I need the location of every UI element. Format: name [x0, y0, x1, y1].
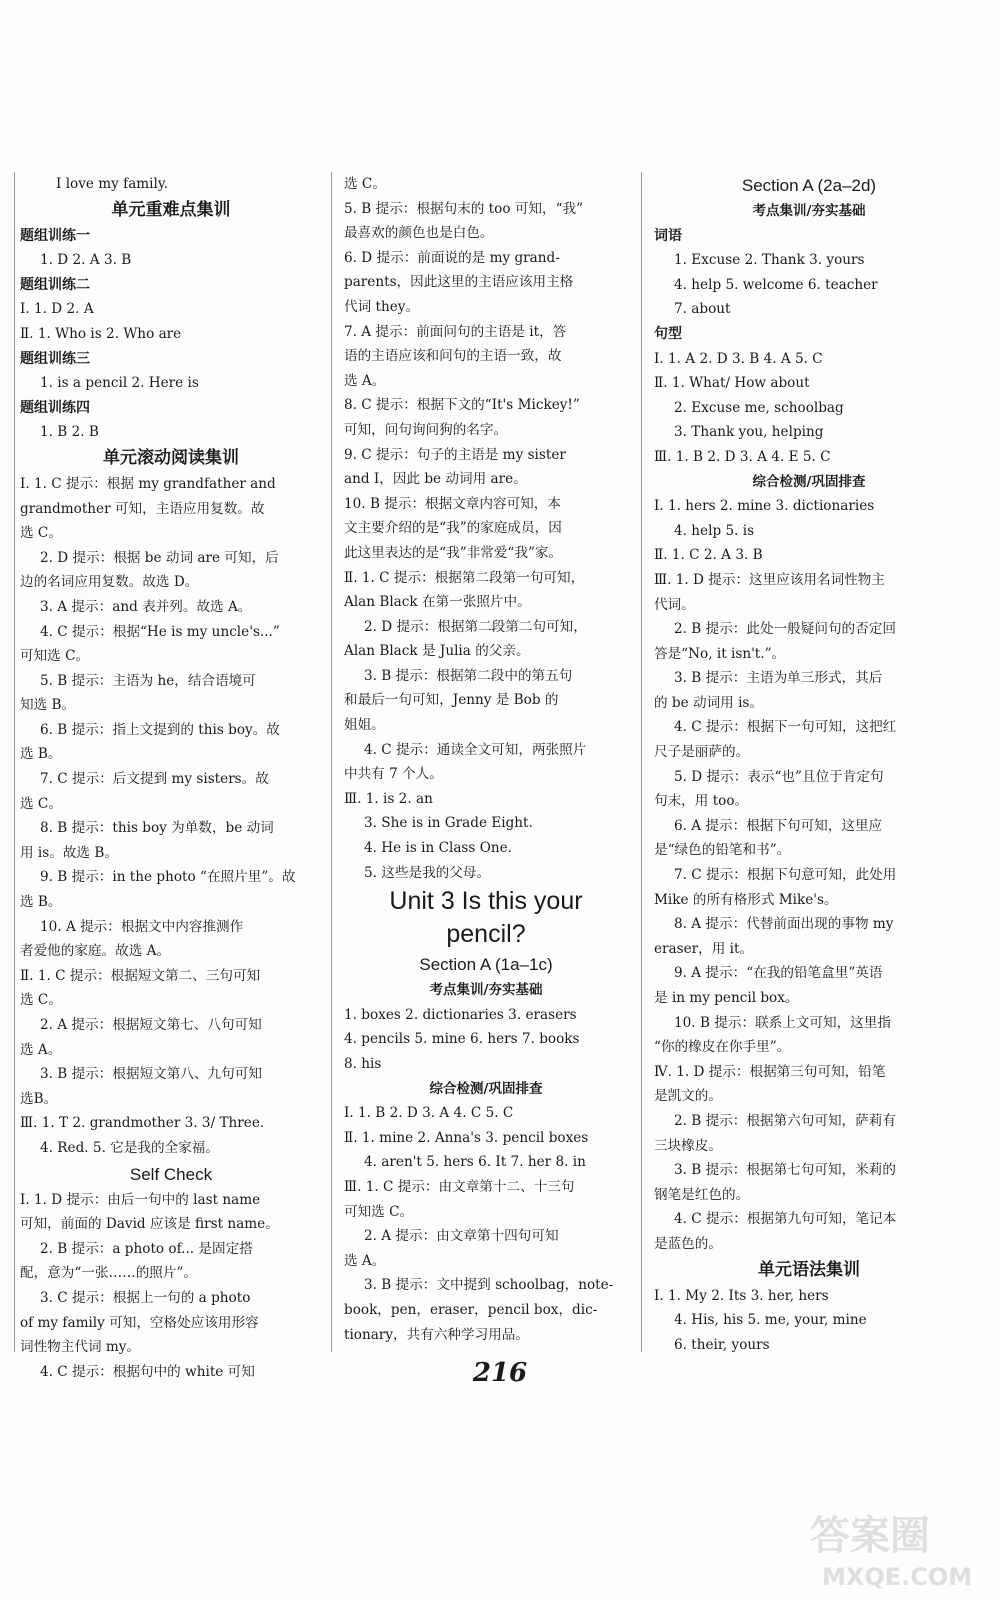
- answer-line: Ⅰ. 1. My 2. Its 3. her, hers: [654, 1287, 829, 1304]
- answer-line: Ⅱ. 1. C 2. A 3. B: [654, 547, 763, 564]
- answer-line: Ⅰ. 1. C 提示：根据 my grandfather and: [20, 475, 276, 492]
- answer-line: 可知，前面的 David 应该是 first name。: [20, 1216, 279, 1233]
- subsection-heading: 句型: [654, 325, 682, 342]
- answer-line: 10. B 提示：联系上文可知，这里指: [674, 1014, 891, 1031]
- answer-line: 9. A 提示：“在我的铅笔盒里”英语: [674, 965, 883, 982]
- answer-line: 9. C 提示：句子的主语是 my sister: [344, 446, 566, 463]
- watermark-text: 答案圈: [810, 1513, 930, 1559]
- answer-line: 尺子是丽萨的。: [654, 744, 750, 761]
- answer-line: Ⅲ. 1. B 2. D 3. A 4. E 5. C: [654, 448, 831, 465]
- section-title: Section A (2a–2d): [741, 176, 877, 195]
- answer-line: 3. She is in Grade Eight.: [364, 815, 533, 832]
- answer-line: 选 A。: [344, 372, 386, 389]
- answer-line: “你的橡皮在你手里”。: [654, 1039, 791, 1056]
- answer-line: 2. A 提示：根据短文第七、八句可知: [40, 1017, 262, 1033]
- section-subtitle: 综合检测/巩固排查: [752, 473, 866, 490]
- answer-line: Ⅱ. 1. C 提示：根据第二段第一句可知，: [344, 569, 585, 586]
- answer-line: book，pen，eraser，pencil box，dic-: [344, 1301, 598, 1318]
- page-number: 216: [472, 1358, 528, 1388]
- section-heading: 单元语法集训: [758, 1259, 860, 1280]
- answer-line: tionary，共有六种学习用品。: [344, 1326, 529, 1343]
- answer-line: of my family 可知，空格处应该用形容: [20, 1314, 259, 1331]
- answer-line: Ⅱ. 1. C 提示：根据短文第二、三句可知: [20, 967, 261, 984]
- answer-line: 选 C。: [20, 992, 62, 1009]
- answer-line: 4. He is in Class One.: [364, 840, 512, 857]
- answer-line: 8. his: [344, 1056, 382, 1072]
- answer-line: 8. B 提示：this boy 为单数，be 动词: [40, 820, 274, 837]
- unit-title: pencil?: [446, 920, 526, 949]
- answer-line: 3. A 提示：and 表并列。故选 A。: [40, 598, 252, 615]
- answer-line: 选 A。: [344, 1252, 386, 1269]
- answer-line: 是凯文的。: [654, 1088, 722, 1105]
- answer-line: 1. is a pencil 2. Here is: [40, 375, 199, 392]
- answer-line: 5. D 提示：表示“也”且位于肯定句: [674, 768, 884, 785]
- section-heading: 单元重难点集训: [111, 199, 231, 220]
- answer-line: 可知选 C。: [344, 1203, 414, 1220]
- answer-line: Ⅱ. 1. Who is 2. Who are: [20, 325, 182, 342]
- answer-line: 5. 这些是我的父母。: [364, 864, 491, 881]
- answer-line: 选 A。: [20, 1041, 62, 1058]
- answer-line: 是“绿色的铅笔和书”。: [654, 842, 791, 859]
- answer-line: 2. B 提示：根据第六句可知，萨莉有: [674, 1112, 896, 1129]
- answer-line: Ⅲ. 1. T 2. grandmother 3. 3/ Three.: [20, 1115, 265, 1132]
- answer-line: 姐姐。: [344, 717, 385, 734]
- answer-line: 是蓝色的。: [654, 1235, 722, 1252]
- answer-line: 是 in my pencil box。: [654, 990, 799, 1006]
- subsection-heading: 词语: [654, 227, 682, 244]
- answer-line: 7. C 提示：后文提到 my sisters。故: [40, 771, 269, 788]
- answer-line: eraser，用 it。: [654, 940, 754, 957]
- answer-line: 可知选 C。: [20, 648, 90, 665]
- answer-line: 可知，问句询问狗的名字。: [344, 421, 508, 438]
- answer-line: 4. C 提示：通读全文可知，两张照片: [364, 741, 587, 758]
- answer-line: 9. B 提示：in the photo “在照片里”。故: [40, 869, 296, 886]
- answer-line: 4. help 5. welcome 6. teacher: [674, 276, 878, 293]
- answer-line: 5. B 提示：根据句末的 too 可知，“我”: [344, 200, 584, 217]
- answer-line: 6. their, yours: [674, 1336, 770, 1353]
- answer-line: 选 C。: [344, 176, 386, 192]
- answer-line: 3. Thank you, helping: [674, 424, 824, 441]
- answer-line: 7. C 提示：根据下句意可知，此处用: [674, 867, 897, 884]
- section-subtitle: 综合检测/巩固排查: [429, 1080, 543, 1097]
- answer-line: 钢笔是红色的。: [654, 1186, 750, 1203]
- answer-line: 6. D 提示：前面说的是 my grand-: [344, 249, 560, 266]
- answer-line: 3. C 提示：根据上一句的 a photo: [40, 1289, 251, 1306]
- answer-line: 答是“No, it isn't.”。: [654, 645, 786, 662]
- answer-line: 词性物主代词 my。: [20, 1339, 141, 1356]
- answer-line: 者爱他的家庭。故选 A。: [20, 943, 171, 960]
- answer-line: 7. A 提示：前面问句的主语是 it，答: [344, 323, 567, 340]
- answer-line: 1. boxes 2. dictionaries 3. erasers: [344, 1006, 577, 1023]
- answer-line: 三块橡皮。: [654, 1137, 722, 1154]
- answer-line: 3. B 提示：文中提到 schoolbag，note-: [364, 1277, 614, 1294]
- section-title: Section A (1a–1c): [419, 955, 553, 975]
- answer-line: 代词 they。: [344, 298, 420, 315]
- answer-line: 用 is。故选 B。: [20, 844, 118, 861]
- answer-line: 2. D 提示：根据 be 动词 are 可知，后: [40, 549, 279, 566]
- unit-title: Unit 3 Is this your: [389, 887, 583, 916]
- answer-line: 2. B 提示：a photo of... 是固定搭: [40, 1240, 253, 1257]
- answer-line: 7. about: [674, 301, 731, 318]
- answer-line: 选B。: [20, 1090, 58, 1107]
- answer-line: 4. help 5. is: [674, 522, 755, 539]
- answer-line: 2. A 提示：由文章第十四句可知: [364, 1228, 559, 1245]
- answer-line: 配，意为“一张……的照片”。: [20, 1265, 198, 1282]
- subsection-heading: 题组训练三: [20, 350, 90, 367]
- answer-line: 10. B 提示：根据文章内容可知，本: [344, 495, 561, 512]
- answer-line: Ⅱ. 1. mine 2. Anna's 3. pencil boxes: [344, 1129, 589, 1146]
- answer-line: 4. His, his 5. me, your, mine: [674, 1312, 867, 1329]
- subsection-heading: 题组训练二: [20, 276, 90, 293]
- answer-line: 6. B 提示：指上文提到的 this boy。故: [40, 721, 280, 738]
- answer-line: 3. B 提示：根据第二段中的第五句: [364, 667, 573, 684]
- answer-line: 2. Excuse me, schoolbag: [674, 399, 844, 416]
- answer-line: 4. Red. 5. 它是我的全家福。: [40, 1139, 219, 1156]
- answer-line: 4. C 提示：根据句中的 white 可知: [40, 1363, 255, 1380]
- subsection-heading: 题组训练四: [20, 399, 90, 416]
- answer-line: 1. B 2. B: [40, 424, 99, 441]
- answer-line: Ⅳ. 1. D 提示：根据第三句可知，铅笔: [654, 1063, 886, 1080]
- section-title: Self Check: [129, 1164, 213, 1184]
- answer-column-left: [14, 172, 322, 1380]
- answer-line: Alan Black 是 Julia 的父亲。: [344, 643, 530, 660]
- answer-line: and I，因此 be 动词用 are。: [344, 471, 527, 488]
- section-subtitle: 考点集训/夯实基础: [752, 203, 866, 219]
- section-subtitle: 考点集训/夯实基础: [429, 982, 543, 999]
- column-divider: [641, 172, 642, 1352]
- answer-line: 代词。: [654, 596, 695, 613]
- answer-line: 的 be 动词用 is。: [654, 694, 764, 711]
- answer-line: 4. aren't 5. hers 6. It 7. her 8. in: [364, 1154, 586, 1171]
- answer-line: 选 C。: [20, 795, 62, 812]
- answer-line: 4. C 提示：根据下一句可知，这把红: [674, 719, 897, 736]
- answer-line: 1. D 2. A 3. B: [40, 252, 132, 269]
- answer-line: Ⅱ. 1. What/ How about: [654, 375, 810, 392]
- answer-line: 知选 B。: [20, 697, 76, 714]
- answer-line: Mike 的所有格形式 Mike's。: [654, 891, 838, 908]
- answer-line: 语的主语应该和问句的主语一致，故: [344, 348, 562, 365]
- answer-line: Ⅲ. 1. D 提示：这里应该用名词性物主: [654, 571, 885, 588]
- answer-line: 4. C 提示：根据“He is my uncle's...”: [40, 623, 280, 640]
- watermark-url: MXQE.COM: [822, 1563, 973, 1591]
- column-divider: [331, 172, 332, 1352]
- answer-line: Alan Black 在第一张照片中。: [344, 594, 531, 611]
- answer-column-middle: [344, 172, 628, 1352]
- answer-line: 和最后一句可知，Jenny 是 Bob 的: [344, 692, 559, 709]
- answer-line: 6. A 提示：根据下句可知，这里应: [674, 817, 883, 834]
- answer-line: 3. B 提示：主语为单三形式，其后: [674, 670, 883, 687]
- answer-line: I love my family.: [56, 176, 169, 192]
- answer-line: 中共有 7 个人。: [344, 766, 443, 783]
- answer-line: 8. C 提示：根据下文的“It's Mickey!”: [344, 397, 580, 414]
- answer-line: Ⅰ. 1. A 2. D 3. B 4. A 5. C: [654, 350, 823, 367]
- answer-line: 3. B 提示：根据第七句可知，米莉的: [674, 1162, 896, 1179]
- watermark-logo: [808, 1505, 978, 1591]
- answer-line: 3. B 提示：根据短文第八、九句可知: [40, 1066, 262, 1083]
- answer-line: 最喜欢的颜色也是白色。: [344, 225, 494, 242]
- answer-line: 8. A 提示：代替前面出现的事物 my: [674, 916, 894, 933]
- answer-line: 选 B。: [20, 746, 62, 763]
- answer-line: 2. B 提示：此处一般疑问句的否定回: [674, 621, 896, 638]
- answer-line: 10. A 提示：根据文中内容推测作: [40, 918, 244, 935]
- answer-line: 2. D 提示：根据第二段第二句可知，: [364, 618, 587, 635]
- answer-line: parents，因此这里的主语应该用主格: [344, 274, 574, 291]
- answer-line: 文主要介绍的是“我”的家庭成员，因: [344, 520, 562, 537]
- answer-line: 1. Excuse 2. Thank 3. yours: [674, 252, 865, 269]
- answer-line: 句末，用 too。: [654, 793, 749, 810]
- answer-line: Ⅲ. 1. C 提示：由文章第十二、十三句: [344, 1178, 575, 1195]
- section-heading: 单元滚动阅读集训: [103, 447, 239, 468]
- answer-line: Ⅰ. 1. hers 2. mine 3. dictionaries: [654, 498, 875, 515]
- answer-line: 5. B 提示：主语为 he，结合语境可: [40, 672, 256, 689]
- answer-line: 边的名词应用复数。故选 D。: [20, 574, 199, 591]
- answer-line: grandmother 可知，主语应用复数。故: [20, 500, 265, 517]
- answer-line: Ⅰ. 1. D 2. A: [20, 301, 94, 318]
- answer-line: 4. C 提示：根据第九句可知，笔记本: [674, 1211, 897, 1228]
- answer-column-right: [654, 172, 964, 1352]
- answer-line: Ⅲ. 1. is 2. an: [344, 790, 433, 807]
- answer-line: 4. pencils 5. mine 6. hers 7. books: [344, 1031, 580, 1048]
- subsection-heading: 题组训练一: [20, 227, 90, 244]
- answer-line: Ⅰ. 1. D 提示：由后一句中的 last name: [20, 1191, 261, 1208]
- answer-line: Ⅰ. 1. B 2. D 3. A 4. C 5. C: [344, 1105, 514, 1122]
- answer-line: 选 C。: [20, 525, 62, 542]
- answer-line: 选 B。: [20, 894, 62, 911]
- answer-line: 此这里表达的是“我”非常爱“我”家。: [344, 544, 563, 561]
